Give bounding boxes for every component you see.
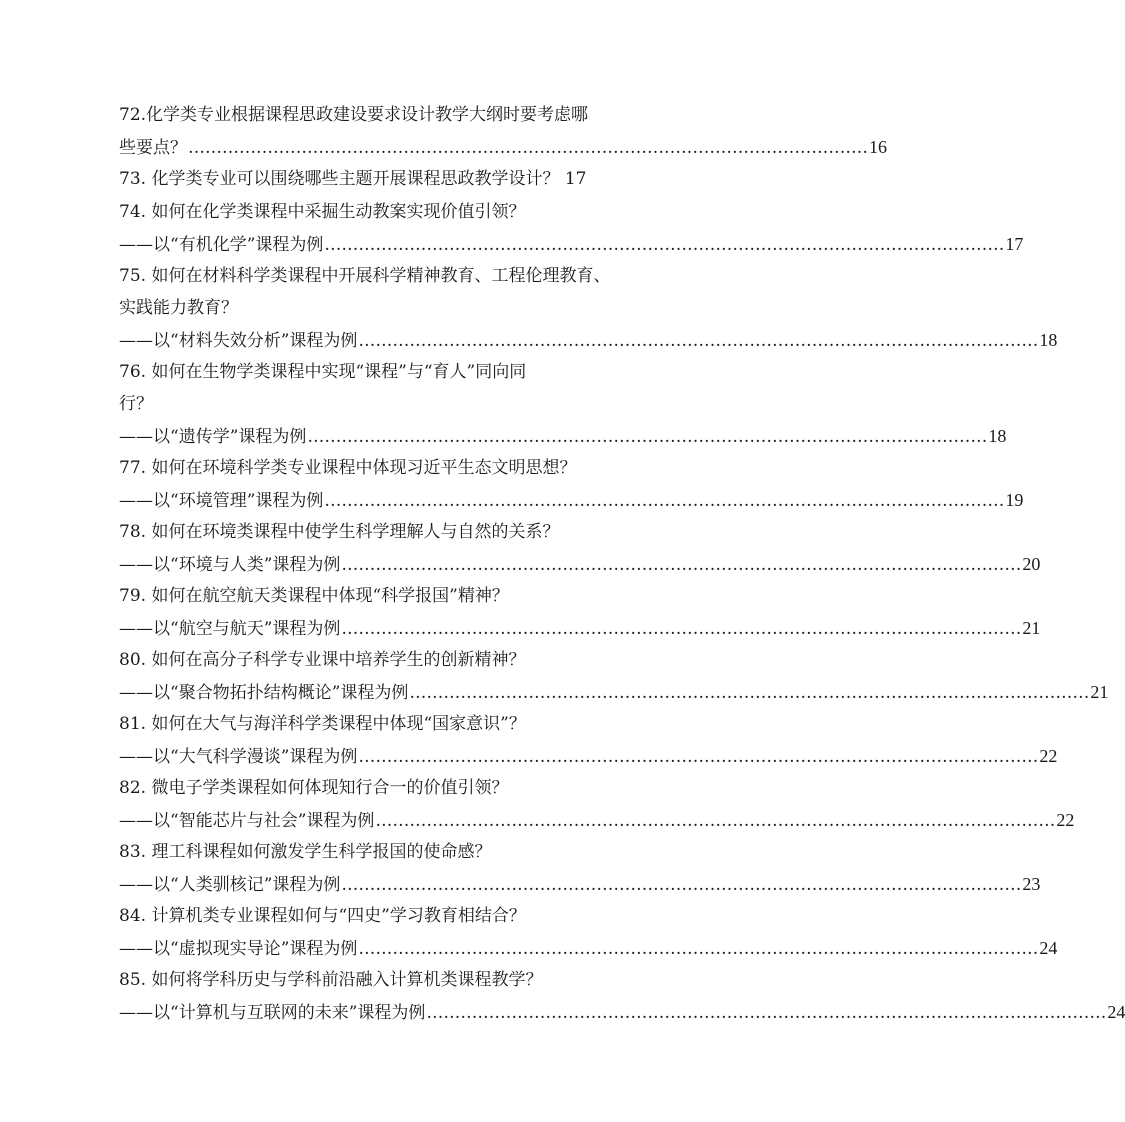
toc-entry-75-page: 18 [1039, 330, 1058, 350]
toc-entry-84-title: 84. 计算机类专业课程如何与“四史”学习教育相结合？ [119, 906, 526, 926]
toc-entry-72-line [119, 131, 887, 163]
toc-entry-83-sub: ——以“人类驯核记”课程为例 [119, 875, 341, 895]
leader-dots: ………………………………………………………………………………………………………… [375, 811, 1056, 831]
leader-dots: ………………………………………………………………………………………………………… [341, 555, 1022, 575]
leader-dots: ………………………………………………………………………………………………………… [324, 235, 1005, 255]
toc-entry-76-line [119, 420, 1007, 452]
toc-entry-80-page: 21 [1090, 682, 1109, 702]
leader-dots: ………………………………………………………………………………………………………… [324, 491, 1005, 511]
toc-entry-82-line [119, 804, 1075, 836]
toc-entry-77-title: 77. 如何在环境科学类专业课程中体现习近平生态文明思想？ [119, 458, 577, 478]
toc-entry-78-title: 78. 如何在环境类课程中使学生科学理解人与自然的关系？ [119, 522, 560, 542]
toc-entry-80-title: 80. 如何在高分子科学专业课中培养学生的创新精神？ [119, 650, 526, 670]
toc-entry-84-line [119, 932, 1058, 964]
leader-dots: ………………………………………………………………………………………………………… [358, 331, 1039, 351]
toc-entry-78-line [119, 548, 1041, 580]
toc-entry-81-title: 81. 如何在大气与海洋科学类课程中体现“国家意识”？ [119, 714, 526, 734]
toc-entry-74-page: 17 [1005, 234, 1024, 254]
toc-entry-72-page: 16 [869, 137, 887, 157]
leader-dots: ………………………………………………………………………………………………………… [426, 1003, 1107, 1023]
leader-dots: ………………………………………………………………………………………………………… [358, 747, 1039, 767]
toc-entry-83-page: 23 [1022, 874, 1041, 894]
toc-entry-81-line [119, 740, 1058, 772]
toc-entry-75-sub: ——以“材料失效分析”课程为例 [119, 331, 358, 351]
toc-entry-72-sub: 些要点？ [119, 138, 187, 158]
toc-entry-80-line [119, 676, 1109, 708]
toc-entry-79-page: 21 [1022, 618, 1041, 638]
toc-entry-84-page: 24 [1039, 938, 1058, 958]
leader-dots: ………………………………………………………………………………………………………… [341, 875, 1022, 895]
leader-dots: ………………………………………………………………………………………………………… [307, 427, 988, 447]
toc-entry-85-title: 85. 如何将学科历史与学科前沿融入计算机类课程教学？ [119, 970, 543, 990]
toc-entry-76-title: 76. 如何在生物学类课程中实现“课程”与“育人”同向同 [119, 362, 527, 382]
toc-entry-84-sub: ——以“虚拟现实导论”课程为例 [119, 939, 358, 959]
toc-entry-81-page: 22 [1039, 746, 1058, 766]
toc-entry-85-sub: ——以“计算机与互联网的未来”课程为例 [119, 1003, 426, 1023]
toc-entry-79-title: 79. 如何在航空航天类课程中体现“科学报国”精神？ [119, 586, 509, 606]
toc-entry-85-page: 24 [1107, 1002, 1125, 1022]
toc-entry-75-line [119, 324, 1058, 356]
toc-entry-73-title: 73. 化学类专业可以围绕哪些主题开展课程思政教学设计？ 17 [119, 169, 587, 189]
toc-entry-76-sub: ——以“遗传学”课程为例 [119, 427, 307, 447]
toc-entry-77-line [119, 484, 1024, 516]
toc-entry-74-line [119, 228, 1024, 260]
toc-entry-82-title: 82. 微电子学类课程如何体现知行合一的价值引领？ [119, 778, 509, 798]
toc-entry-74-title: 74. 如何在化学类课程中采掘生动教案实现价值引领？ [119, 202, 526, 222]
toc-entry-80-sub: ——以“聚合物拓扑结构概论”课程为例 [119, 683, 409, 703]
leader-dots: ………………………………………………………………………………………………………… [358, 939, 1039, 959]
toc-entry-74-sub: ——以“有机化学”课程为例 [119, 235, 324, 255]
toc-entry-81-sub: ——以“大气科学漫谈”课程为例 [119, 747, 358, 767]
leader-dots: ………………………………………………………………………………………………………… [409, 683, 1090, 703]
leader-dots: ………………………………………………………………………………………………………… [188, 138, 868, 158]
toc-entry-76-title-2: 行？ [119, 394, 153, 414]
toc-entry-72-title: 72.化学类专业根据课程思政建设要求设计教学大纲时要考虑哪 [119, 105, 589, 125]
toc-entry-79-line [119, 612, 1041, 644]
toc-entry-76-page: 18 [988, 426, 1007, 446]
toc-entry-78-page: 20 [1022, 554, 1041, 574]
toc-entry-82-sub: ——以“智能芯片与社会”课程为例 [119, 811, 375, 831]
toc-entry-75-title: 75. 如何在材料科学类课程中开展科学精神教育、工程伦理教育、 [119, 266, 611, 286]
toc-entry-83-line [119, 868, 1041, 900]
toc-entry-77-sub: ——以“环境管理”课程为例 [119, 491, 324, 511]
toc-entry-79-sub: ——以“航空与航天”课程为例 [119, 619, 341, 639]
leader-dots: ………………………………………………………………………………………………………… [341, 619, 1022, 639]
toc-entry-77-page: 19 [1005, 490, 1024, 510]
toc-entry-78-sub: ——以“环境与人类”课程为例 [119, 555, 341, 575]
toc-entry-75-title-2: 实践能力教育？ [119, 298, 238, 318]
toc-entry-83-title: 83. 理工科课程如何激发学生科学报国的使命感？ [119, 842, 492, 862]
toc-entry-85-line [119, 996, 1125, 1028]
toc-entry-82-page: 22 [1056, 810, 1075, 830]
